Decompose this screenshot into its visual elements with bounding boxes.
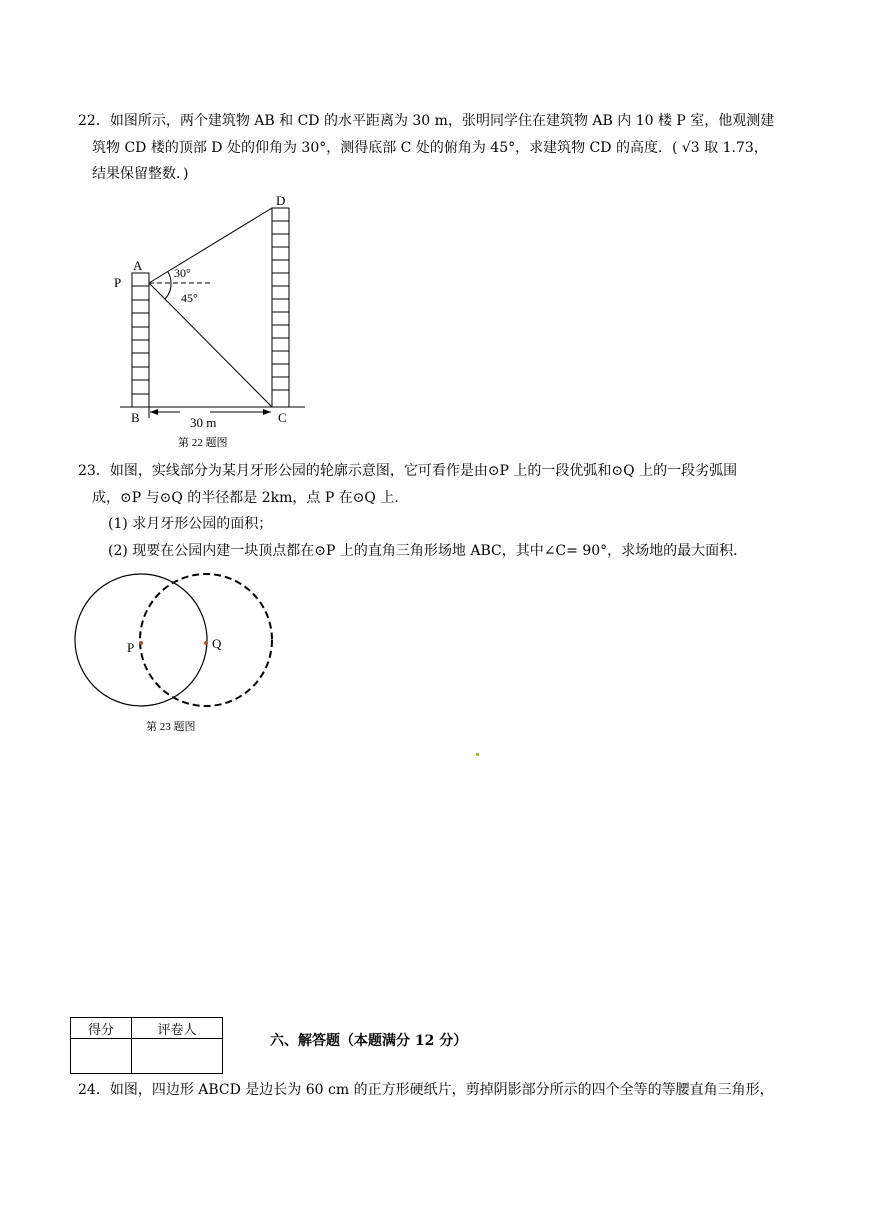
- label-b: B: [131, 410, 140, 425]
- label-p: P: [114, 275, 122, 290]
- stray-dot: [476, 753, 479, 756]
- q23-line-1: 23．如图，实线部分为某月牙形公园的轮廓示意图，它可看作是由⊙P 上的一段优弧和⊙Q 上的一段劣弧围: [78, 463, 738, 479]
- q23-line-2: 成，⊙P 与⊙Q 的半径都是 2km，点 P 在⊙Q 上．: [92, 490, 409, 506]
- score-table: [70, 1017, 223, 1074]
- building-cd-floors: [272, 221, 289, 390]
- q22-line-3: 结果保留整数．): [92, 166, 189, 182]
- figure-22-caption: 第 22 题图: [178, 437, 228, 449]
- grader-header: 评卷人: [132, 1018, 223, 1039]
- label-distance: 30 m: [190, 415, 217, 430]
- q22-line-1: 22．如图所示，两个建筑物 AB 和 CD 的水平距离为 30 m，张明同学住在建筑物 AB 内 10 楼 P 室，他观测建: [78, 113, 775, 129]
- score-cell[interactable]: [71, 1039, 132, 1074]
- point-q: [204, 641, 208, 645]
- q23-figure: [70, 570, 280, 740]
- q22-figure: [100, 190, 330, 455]
- label-d: D: [276, 193, 286, 208]
- label-a: A: [133, 258, 143, 273]
- angle-arc-30: [168, 272, 171, 283]
- label-p: P: [127, 640, 135, 655]
- arrow-right-icon: [263, 409, 271, 415]
- arrow-left-icon: [150, 409, 158, 415]
- q24-line-1: 24．如图，四边形 ABCD 是边长为 60 cm 的正方形硬纸片，剪掉阴影部分所示的四个全等的等腰直角三角形，: [78, 1082, 774, 1098]
- q22-line-2: 筑物 CD 楼的顶部 D 处的仰角为 30°，测得底部 C 处的俯角为 45°，求建筑物 CD 的高度．( √3 取 1.73，: [92, 140, 768, 156]
- circle-p: [75, 574, 207, 706]
- grader-cell[interactable]: [132, 1039, 223, 1074]
- angle-arc-45: [165, 283, 171, 299]
- label-angle-30: 30°: [174, 266, 191, 280]
- point-p: [139, 641, 143, 645]
- score-header: 得分: [71, 1018, 132, 1039]
- line-ac: [149, 283, 272, 407]
- label-q: Q: [212, 636, 222, 651]
- circle-q: [140, 574, 272, 706]
- figure-23-caption: 第 23 题图: [146, 721, 196, 733]
- label-angle-45: 45°: [181, 291, 198, 305]
- label-c: C: [278, 410, 287, 425]
- q23-sub-1: (1) 求月牙形公园的面积；: [108, 516, 273, 532]
- section-6-heading: 六、解答题（本题满分 12 分）: [270, 1033, 468, 1049]
- line-ad: [149, 208, 272, 283]
- building-ab-floors: [132, 286, 149, 394]
- q23-sub-2: (2) 现要在公园内建一块顶点都在⊙P 上的直角三角形场地 ABC，其中∠C= 90°，求场地的最大面积．: [108, 543, 748, 559]
